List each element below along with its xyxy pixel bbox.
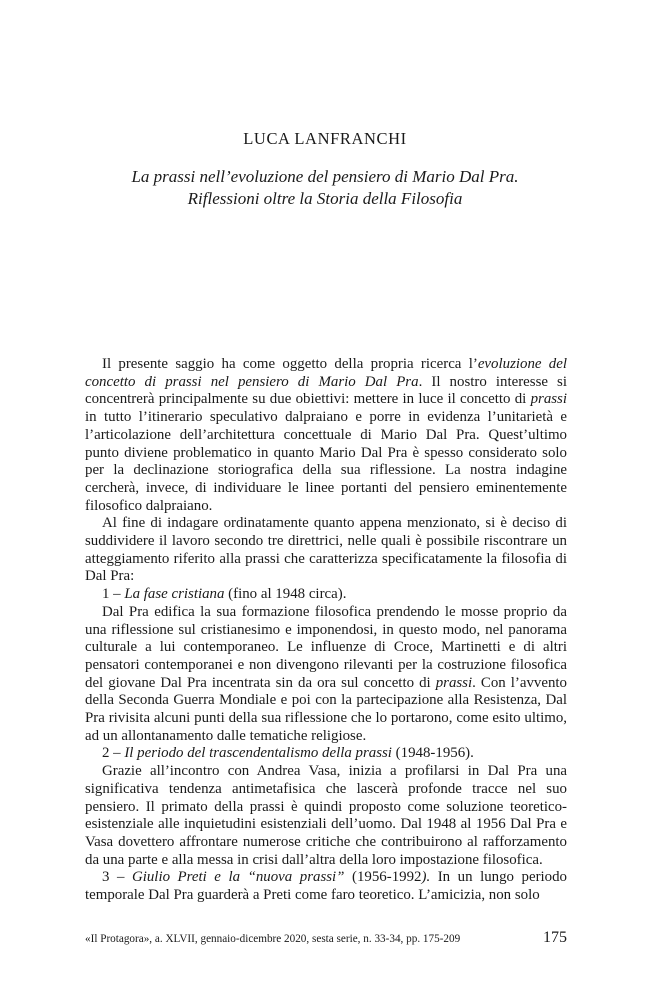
author-name: LUCA LANFRANCHI: [243, 129, 407, 148]
article-title: [0, 166, 650, 210]
journal-citation: «Il Protagora», a. XLVII, gennaio-dicembre 2020, sesta serie, n. 33-34, pp. 175-209: [85, 933, 461, 945]
paragraph-phase-1: Dal Pra edifica la sua formazione filosofica prendendo le mosse proprio da una riflessione sul cristianesimo e imponendosi, in questo modo, nel panorama culturale a lui contemporaneo. Le influenze di Croce, Martinetti e di altri pensatori contemporanei e non divengono rilevanti per la costruzione filosofica del giovane Dal Pra incentrata sin da ora sul concetto di prassi. Con l’avvento della Seconda Guerra Mondiale e poi con la partecipazione alla Resistenza, Dal Pra rivisita alcuni punti della sua riflessione che lo portarono, come esito ultimo, ad un allontanamento dalle tematiche religiose.: [85, 603, 567, 744]
section-heading-3: 3 – Giulio Preti e la “nuova prassi” (1956-1992). In un lungo periodo temporale Dal Pra guarderà a Preti come faro teoretico. L’amicizia, non solo: [85, 869, 568, 904]
paragraph-intro: Il presente saggio ha come oggetto della propria ricerca l’evoluzione del concetto di prassi nel pensiero di Mario Dal Pra. Il nostro interesse si concentrerà principalmente su due obiettivi: mettere in luce il concetto di prassi in tutto l’itinerario speculativo dalpraiano e porre in evidenza l’unitarietà e l’articolazione dell’architettura concettuale di Mario Dal Pra. Quest’ultimo punto diviene problematico in quanto Mario Dal Pra è spesso considerato solo per la declinazione storiografica della sua riflessione. La nostra indagine cercherà, invece, di individuare le linee portanti del pensiero eminentemente filosofico dalpraiano.: [85, 356, 568, 514]
paragraph-phase-2: Grazie all’incontro con Andrea Vasa, inizia a profilarsi in Dal Pra una significativa tendenza antimetafisica che lascerà profonde tracce nel suo pensiero. Il primato della prassi è quindi proposto come soluzione teoretico-esistenziale alle inquietudini esistenziali dell’uomo. Dal 1948 al 1956 Dal Pra e Vasa dovettero affrontare numerose critiche che contribuirono al rafforzamento da una parte e alla messa in crisi dall’altra della loro impostazione filosofica.: [85, 763, 567, 868]
section-heading-2: 2 – Il periodo del trascendentalismo della prassi (1948-1956).: [102, 745, 474, 762]
paragraph-method: Al fine di indagare ordinatamente quanto appena menzionato, si è deciso di suddividere il lavoro secondo tre direttrici, nelle quali è possibile riscontrare un atteggiamento riferito alla prassi che caratterizza specificatamente la filosofia di Dal Pra:: [85, 515, 567, 585]
section-heading-1: 1 – La fase cristiana (fino al 1948 circa).: [102, 586, 347, 603]
article-body: [85, 356, 567, 905]
title-line-2: Riflessioni oltre la Storia della Filosofia: [187, 189, 463, 208]
title-line-1: La prassi nell’evoluzione del pensiero di Mario Dal Pra.: [131, 167, 519, 186]
page-number: 175: [543, 929, 567, 946]
